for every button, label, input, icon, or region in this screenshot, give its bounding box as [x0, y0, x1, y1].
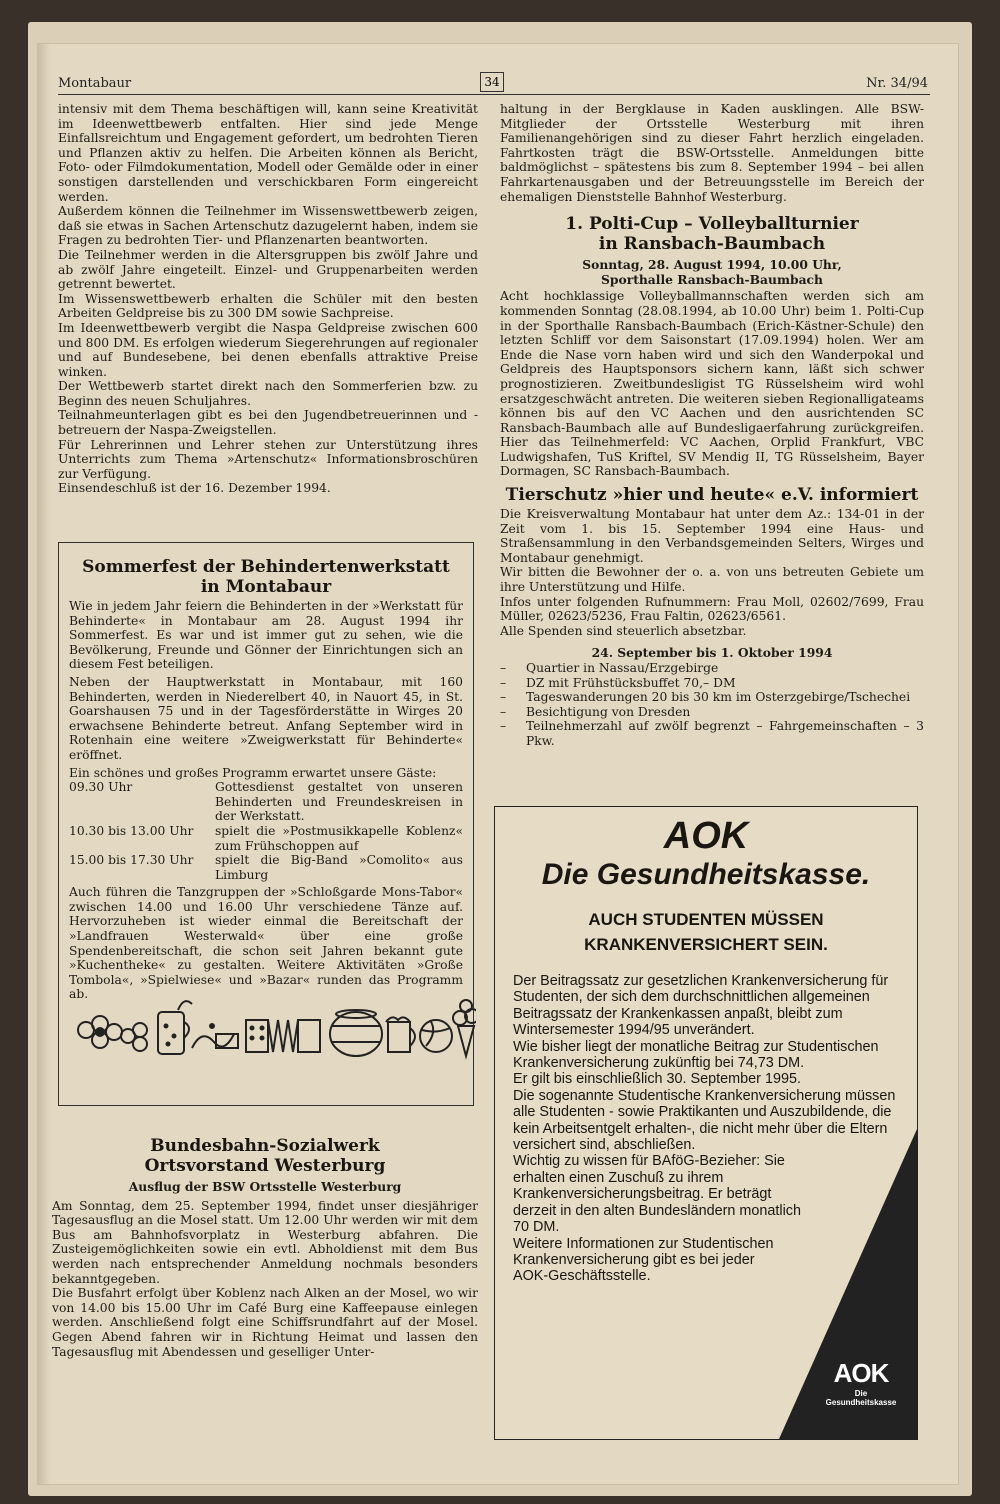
paragraph: 70 DM. [513, 1219, 560, 1236]
aok-mark-caption: Die Gesundheitskasse [825, 1389, 897, 1407]
paragraph: Wir bitten die Bewohner der o. a. von uns betreuten Gebiete um ihre Unterstützung und Hilfe. [500, 565, 924, 595]
list-item [500, 705, 924, 720]
aok-logo-mark [819, 1358, 903, 1407]
page-fold [38, 44, 50, 1484]
bsw-title-line2: Ortsvorstand Westerburg [144, 1156, 386, 1176]
polti-venue: Sporthalle Ransbach-Baumbach [601, 271, 823, 287]
bsw-title [52, 1136, 478, 1176]
program-row [69, 824, 463, 853]
program-desc: Gottesdienst gestaltet von unseren Behinderten und Freundeskreisen in der Werkstatt. [215, 780, 463, 824]
sommerfest-title-line1: Sommerfest der Behindertenwerkstatt [82, 557, 450, 577]
header-rule [58, 94, 930, 95]
paragraph: Auch führen die Tanzgruppen der »Schloßgarde Mons-Tabor« zwischen 14.00 und 16.00 Uhr verschiedene Tänze auf. Hervorzuheben ist wieder einmal die Bereitschaft der »Landfrauen Westerwald« über eine große Spendenbereitschaft, die schon seit Jahren bekannt gute »Kuchentheke« zu gestalten. Weitere Aktivitäten »Große Tombola«, »Spielwiese« und »Bazar« runden das Programm ab. [69, 885, 463, 1002]
flower-icon [78, 1016, 147, 1051]
header-town: Montabaur [58, 76, 132, 91]
list-item-text: Tageswanderungen 20 bis 30 km im Osterzgebirge/Tschechei [526, 690, 911, 705]
paragraph: Teilnahmeunterlagen gibt es bei den Jugendbetreuerinnen und -betreuern der Naspa-Zweigstellen. [58, 408, 478, 438]
list-item [500, 690, 924, 705]
list-item-text: DZ mit Frühstücksbuffet 70,– DM [526, 675, 736, 690]
ad-headline-line1: AUCH STUDENTEN MÜSSEN [588, 910, 824, 929]
bsw-title-line1: Bundesbahn-Sozialwerk [150, 1136, 380, 1156]
paragraph: Acht hochklassige Volleyballmannschaften werden sich am kommenden Sonntag (28.08.1994, ab 10.00 Uhr) beim 1. Polti-Cup in der Sporthalle Ransbach-Baumbach (Erich-Kästner-Schule) den letzten Schliff vor dem Saisonstart (17.09.1994) holen. Wer am Ende die Nase vorn haben wird und sich den Wanderpokal und Geldpreis des Hauptsponsors sichern kann, läßt sich schwer prognostizieren. Zweitbundesligist TG Rüsselsheim wird wohl ersatzgeschwächt antreten. Die weiteren sieben Regionalligateams können bis auf den VC Aachen und den ausrichtenden SC Ransbach-Baumbach alle auf Bundesligaerfahrung zurückgreifen. Hier das Teilnehmerfeld: VC Aachen, Orplid Frankfurt, VBC Ludwigshafen, TuS Kriftel, SV Mendig II, TG Rüsselsheim, Bayer Dormagen, SC Ransbach-Baumbach. [500, 289, 924, 479]
paragraph: Für Lehrerinnen und Lehrer stehen zur Unterstützung ihres Unterrichts zum Thema »Artenschutz« Informationsbroschüren zur Verfügung. [58, 437, 478, 481]
paragraph: Infos unter folgenden Rufnummern: Frau Moll, 02602/7699, Frau Müller, 02623/5236, Frau Faltin, 02623/6561. [500, 594, 924, 624]
paragraph: Einsendeschluß ist der 16. Dezember 1994. [58, 481, 331, 496]
ad-headline-line2: KRANKENVERSICHERT SEIN. [584, 935, 828, 954]
dash: – [500, 719, 507, 734]
dash: – [500, 704, 507, 719]
paragraph: Im Ideenwettbewerb vergibt die Naspa Geldpreise zwischen 600 und 800 DM. Es erfolgen wiederum Siegerehrungen auf regionaler und auf Bundesebene, bei denen ebenfalls attraktive Preise winken. [58, 320, 478, 379]
ad-headline [495, 907, 917, 957]
program-time: 10.30 bis 13.00 Uhr [69, 823, 194, 838]
ice-cream-icon [453, 1000, 476, 1056]
paragraph: Am Sonntag, dem 25. September 1994, findet unser diesjähriger Tagesausflug an die Mosel statt. Um 12.00 Uhr werden wir mit dem Bus am Bahnhofsvorplatz in Westerburg abfahren. Die Zusteigemöglichkeiten sowie ein evtl. Abholdienst mit dem Bus werden nach entsprechender Anmeldung nochmals besonders bekanntgegeben. [52, 1198, 478, 1286]
polti-title-line2: in Ransbach-Baumbach [598, 234, 826, 255]
beer-mug-icon [386, 1017, 415, 1052]
paragraph: Wie bisher liegt der monatliche Beitrag zur Studentischen Krankenversicherung zukünftig bei 74,73 DM. [513, 1038, 879, 1072]
program-row [69, 853, 463, 882]
aok-logo-text: AOK [663, 815, 749, 857]
bsw-subtitle: Ausflug der BSW Ortsstelle Westerburg [128, 1179, 402, 1194]
list-item-text: Besichtigung von Dresden [526, 704, 691, 719]
paragraph: Der Beitragssatz zur gesetzlichen Krankenversicherung für Studenten, der sich dem durchschnittlichen allgemeinen Beitragssatz der Krankenkassen anpaßt, bleibt zum Wintersemester 1994/95 unverändert. [513, 973, 889, 1039]
aok-mark-icon: AOK [833, 1358, 889, 1388]
paragraph: Die Kreisverwaltung Montabaur hat unter dem Az.: 134-01 in der Zeit vom 1. bis 15. September 1994 eine Haus- und Straßensammlung in den Verbandsgemeinden Selters, Wirges und Montabaur genehmigt. [500, 507, 924, 565]
polti-title-line1: 1. Polti-Cup – Volleyballturnier [565, 214, 859, 235]
paragraph: Die Teilnehmer werden in die Altersgruppen bis zwölf Jahre und ab zwölf Jahre eingeteilt. Einzel- und Gruppenarbeiten werden getrennt bewertet. [58, 247, 478, 292]
right-column [500, 102, 924, 749]
list-item-text: Quartier in Nassau/Erzgebirge [526, 661, 719, 675]
festival-clipart-illustration [66, 990, 476, 1060]
polti-date: Sonntag, 28. August 1994, 10.00 Uhr, [582, 257, 842, 273]
paragraph: Alle Spenden sind steuerlich absetzbar. [500, 623, 747, 638]
paragraph: Wichtig zu wissen für BAföG-Bezieher: Sie erhalten einen Zuschuß zu ihrem Krankenversicherungsbeitrag. Er beträgt derzeit in den alten Bundesländern monatlich [513, 1153, 802, 1219]
paragraph: Die Busfahrt erfolgt über Koblenz nach Alken an der Mosel, wo wir von 14.00 bis 15.00 Uhr im Café Burg eine Kaffeepause einlegen werden. Anschließend folgt eine Schiffsrundfahrt auf der Mosel. Gegen Abend fahren wir in Richtung Heimat und lassen den Tagesausflug mit Abendessen und geselliger Unter- [52, 1286, 478, 1359]
paragraph: Im Wissenswettbewerb erhalten die Schüler mit den besten Arbeiten Geldpreise bis zu 300 DM sowie Sachpreise. [58, 291, 478, 321]
list-item [500, 719, 924, 748]
article-bundesbahn-sozialwerk [52, 1128, 478, 1359]
newspaper-page [38, 44, 958, 1484]
paragraph: Neben der Hauptwerkstatt in Montabaur, mit 160 Behinderten, werden in Niederelbert 40, in Nauort 45, in St. Goarshausen 75 und in der Tagesförderstätte in Wirges 20 erwachsene Behinderte betreut. Anfang September wird in Rotenhain eine weitere »Zweigwerkstatt für Behinderte« eröffnet. [69, 674, 463, 762]
glass-icon [158, 1001, 192, 1054]
paragraph: Wie in jedem Jahr feiern die Behinderten in der »Werkstatt für Behinderte« in Montabaur am 28. August 1994 ihr Sommerfest. Es war und ist immer gut zu sehen, wie die Bevölkerung, Freunde und Gönner der Einrichtungen sich an diesem Fest beteiligen. [69, 599, 463, 672]
paragraph: Die sogenannte Studentische Krankenversicherung müssen alle Studenten - sowie Praktikanten und Auszubildende, die kein Arbeitsentgelt erhalten-, die nicht mehr über die Eltern versichert sind, abschließen. [513, 1087, 896, 1154]
tierschutz-title: Tierschutz »hier und heute« e.V. informiert [505, 485, 919, 506]
dash: – [500, 661, 507, 675]
streamer-icon [192, 1024, 238, 1048]
list-item [500, 676, 924, 691]
program-time: 15.00 bis 17.30 Uhr [69, 853, 194, 868]
paragraph: haltung in der Bergklause in Kaden ausklingen. Alle BSW-Mitglieder der Ortsstelle Westerburg mit ihren Familienangehörigen sind zu dieser Fahrt herzlich eingeladen. Fahrtkosten trägt die BSW-Ortsstelle. Anmeldungen bitte baldmöglichst – spätestens bis zum 8. September 1994 – bei allen Fahrkartenausgaben und der Betreuungsstelle im Bereich der ehemaligen Dienststelle Bahnhof Westerburg. [500, 102, 924, 204]
program-desc: spielt die »Postmusikkapelle Koblenz« zum Frühschoppen auf [215, 823, 463, 853]
paragraph: Außerdem können die Teilnehmer im Wissenswettbewerb zeigen, daß sie etwas in Sachen Artenschutz dazugelernt haben, indem sie Fragen zu bedrohten Tier- und Pflanzenarten beantworten. [58, 204, 478, 248]
list-item [500, 661, 924, 676]
sommerfest-title-line2: in Montabaur [200, 577, 332, 597]
aok-slogan: Die Gesundheitskasse. [541, 858, 871, 891]
program-time: 09.30 Uhr [69, 780, 133, 795]
header-issue: Nr. 34/94 [866, 76, 928, 91]
accordion-icon [246, 1020, 320, 1052]
polti-cup-title [500, 214, 924, 254]
list-item-text: Teilnehmerzahl auf zwölf begrenzt – Fahrgemeinschaften – 3 Pkw. [526, 719, 924, 748]
program-row [69, 780, 463, 824]
header-page-number: 34 [480, 72, 504, 92]
program-desc: spielt die Big-Band »Comolito« aus Limburg [215, 853, 463, 882]
paragraph: Ein schönes und großes Programm erwartet unsere Gäste: [69, 765, 437, 780]
barrel-icon [330, 1010, 382, 1056]
paragraph: Er gilt bis einschließlich 30. September 1995. [513, 1071, 801, 1088]
paragraph: Der Wettbewerb startet direkt nach den Sommerferien bzw. zu Beginn des neuen Schuljahres. [58, 379, 478, 408]
aok-advertisement [494, 806, 918, 1440]
sommerfest-title [69, 557, 463, 597]
article-artenschutz [58, 102, 478, 496]
trip-title: 24. September bis 1. Oktober 1994 [591, 645, 833, 661]
dash: – [500, 675, 507, 690]
paragraph: intensiv mit dem Thema beschäftigen will, kann seine Kreativität im Ideenwettbewerb entfalten. Hier sind jede Menge Einfallsreichtum und Engagement gefordert, um bedrohten Tieren und Pflanzen aktiv zu helfen. Die Arbeiten können als Bericht, Foto- oder Filmdokumentation, Modell oder Gemälde oder in einer sonstigen darstellenden und verschickbaren Form eingereicht werden. [58, 102, 478, 204]
dash: – [500, 690, 507, 705]
paragraph: Weitere Informationen zur Studentischen Krankenversicherung gibt es bei jeder AOK-Geschäftsstelle. [513, 1235, 774, 1285]
trip-list [500, 661, 924, 749]
ball-icon [420, 1020, 452, 1052]
